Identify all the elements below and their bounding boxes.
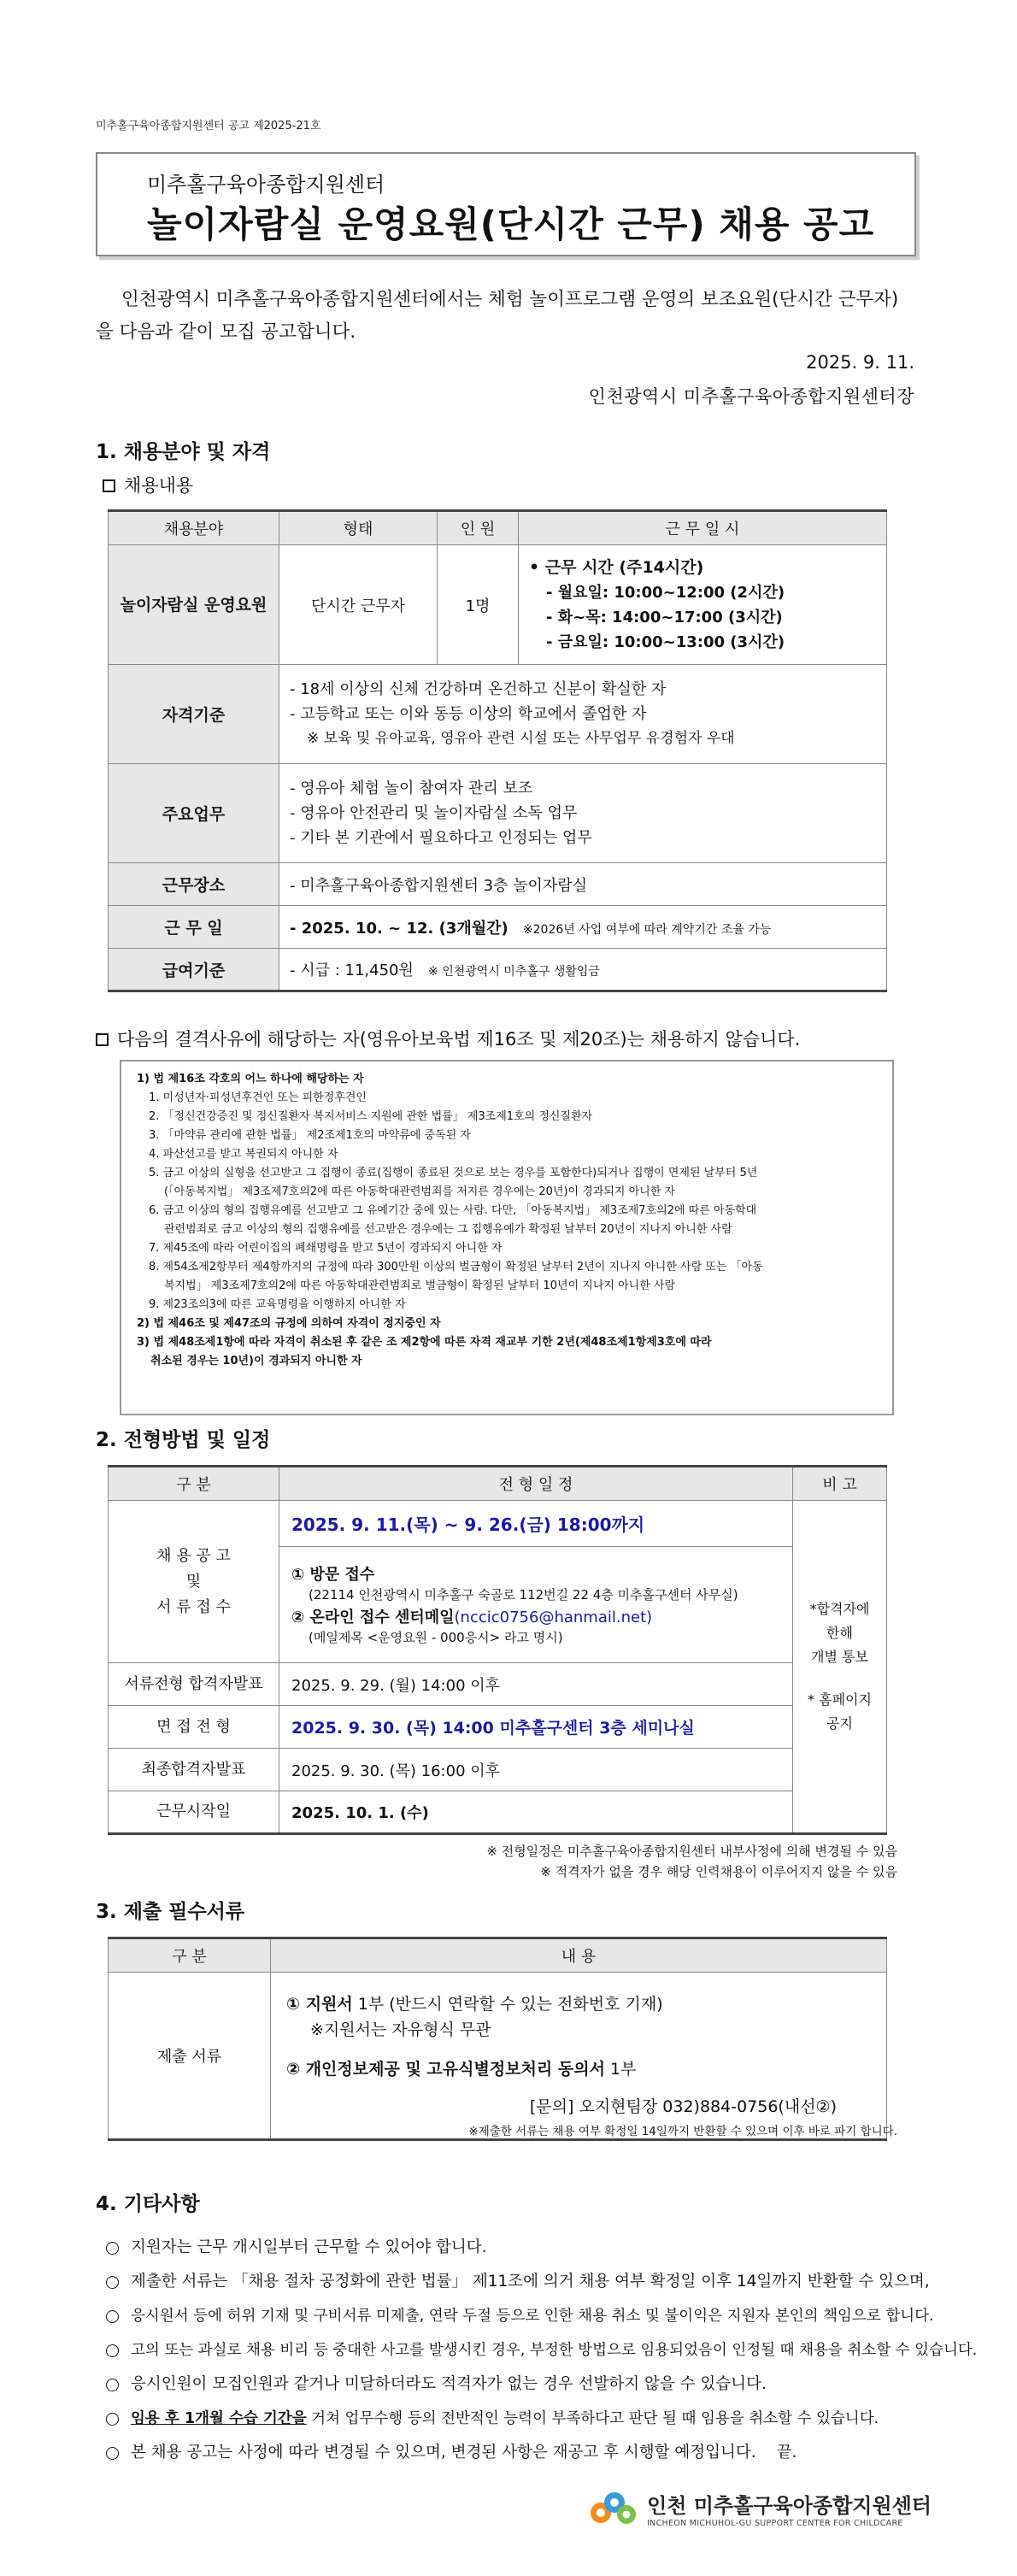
table-header: 전 형 일 정 (279, 1467, 793, 1501)
circle-bullet-icon (106, 2379, 119, 2391)
row-label: 근무시작일 (109, 1791, 279, 1834)
section1-subtitle: 채용내용 (103, 472, 193, 497)
center-logo-icon (589, 2487, 638, 2530)
apply-method-cell: ① 방문 접수 (22114 인천광역시 미추홀구 숙골로 112번길 22 4층 미추홀구센터 사무실) ② 온라인 접수 센터메일(nccic0756@hanmail.net) (메일제목 <운영요원 - 000응시> 라고 명시) (279, 1547, 793, 1663)
period-cell: - 2025. 10. ~ 12. (3개월간) ※2026년 사업 여부에 따라 계약기간 조율 가능 (279, 906, 887, 949)
documents-table (108, 1937, 887, 2141)
list-item: 임용 후 1개월 수습 기간을 거쳐 업무수행 등의 전반적인 능력이 부족하다고 판단 될 때 임용을 취소할 수 있습니다. (103, 2402, 923, 2436)
circle-bullet-icon (106, 2447, 119, 2460)
list-item: 응시인원이 모집인원과 같거나 미달하더라도 적격자가 없는 경우 선발하지 않을 수 있습니다. (103, 2367, 923, 2402)
pay-cell: - 시급 : 11,450원 ※ 인천광역시 미추홀구 생활임금 (279, 949, 887, 991)
schedule-footnote: ※ 전형일정은 미추홀구육아종합지원센터 내부사정에 의해 변경될 수 있음 ※ 적격자가 없을 경우 해당 인력채용이 이루어지지 않을 수 있음 (486, 1844, 897, 1879)
schedule-cell: • 근무 시간 (주14시간) - 월요일: 10:00~12:00 (2시간) - 화~목: 14:00~17:00 (3시간) - 금요일: 10:00~13:00 (3시간) (519, 545, 887, 665)
pay-label: 급여기준 (109, 949, 279, 991)
list-item: 지원자는 근무 개시일부터 근무할 수 있어야 합니다. (103, 2231, 923, 2265)
row-label: 서류전형 합격자발표 (109, 1663, 279, 1706)
disqualify-title: 다음의 결격사유에 해당하는 자(영유아보육법 제16조 및 제20조)는 채용하지 않습니다. (96, 1026, 800, 1051)
qual-cell: - 18세 이상의 신체 건강하며 온건하고 신분이 확실한 자 - 고등학교 또는 이와 동등 이상의 학교에서 졸업한 자 ※ 보육 및 유아교육, 영유아 관련 시설 또는 사무업무 유경험자 우대 (279, 665, 887, 764)
list-item: 응시원서 등에 허위 기재 및 구비서류 미제출, 연락 두절 등으로 인한 채용 취소 및 불이익은 지원자 본인의 책임으로 합니다. (103, 2299, 923, 2333)
period-label: 근 무 일 (109, 906, 279, 949)
table-header: 근 무 일 시 (519, 511, 887, 545)
documents-cell: ① 지원서 1부 (반드시 연락할 수 있는 전화번호 기재) ※지원서는 자유형식 무관 ② 개인정보제공 및 고유식별정보처리 동의서 1부 [문의] 오지현팀장 032)884-0756(내선②) (271, 1973, 887, 2140)
documents-footnote: ※제출한 서류는 채용 여부 확정일 14일까지 반환할 수 있으며 이후 바로 파기 합니다. (468, 2125, 897, 2138)
misc-list (103, 2231, 978, 2470)
center-logo (589, 2485, 932, 2532)
checkbox-square-icon (103, 479, 115, 492)
type-cell: 단시간 근무자 (279, 545, 438, 665)
title-box (96, 152, 916, 256)
circle-bullet-icon (106, 2242, 119, 2255)
row-value: 2025. 10. 1. (수) (279, 1791, 793, 1834)
circle-bullet-icon (106, 2344, 119, 2357)
table-header: 내 용 (271, 1938, 887, 1973)
circle-bullet-icon (106, 2310, 119, 2323)
count-cell: 1명 (438, 545, 519, 665)
list-item: 본 채용 공고는 사정에 따라 변경될 수 있으며, 변경된 사항은 재공고 후 시행할 예정입니다. 끝. (103, 2436, 923, 2470)
apply-period: 2025. 9. 11.(목) ~ 9. 26.(금) 18:00까지 (279, 1501, 793, 1547)
disqualify-box: 1) 법 제16조 각호의 어느 하나에 해당하는 자 1. 미성년자·피성년후견인 또는 피한정후견인 2. 「정신건강증진 및 정신질환자 복지서비스 지원에 관한 법률」 제3조제1호의 정신질환자 3. 「마약류 관리에 관한 법률」 제2조제1호의 마약류에 중독된 자 4. 파산선고를 받고 복권되지 아니한 자 5. 금고 이상의 실형을 선고받고 그 집행이 종료(집행이 종료된 것으로 보는 경우를 포함한다)되거나 집행이 면제된 날부터 5년 (「아동복지법」 제3조제7호의2에 따른 아동학대관련범죄를 저지른 경우에는 20년)이 경과되지 아니한 자 6. 금고 이상의 형의 집행유예를 선고받고 그 유예기간 중에 있는 사람. 다만, 「아동복지법」 제3조제7호의2에 따른 아동학대 관련범죄로 금고 이상의 형의 집행유예를 선고받은 경우에는 그 집행유예가 확정된 날부터 20년이 지나지 아니한 사람 7. 제45조에 따라 어린이집의 폐쇄명령을 받고 5년이 경과되지 아니한 자 8. 제54조제2항부터 제4항까지의 규정에 따라 300만원 이상의 벌금형이 확정된 날부터 2년이 지나지 아니한 사람 또는 「아동 복지법」 제3조제7호의2에 따른 아동학대관련범죄로 벌금형이 확정된 날부터 10년이 지나지 아니한 사람 9. 제23조의3에 따른 교육명령을 이행하지 아니한 자 2) 법 제46조 및 제47조의 규정에 의하여 자격이 정지중인 자 3) 법 제48조제1항에 따라 자격이 취소된 후 같은 조 제2항에 따른 자격 재교부 기한 2년(제48조제1항제3호에 따라 취소된 경우는 10년)이 경과되지 아니한 자 (120, 1060, 894, 1415)
title-org: 미추홀구육아종합지원센터 (147, 173, 385, 197)
page-title: 놀이자람실 운영요원(단시간 근무) 채용 공고 (147, 203, 875, 245)
table-header: 구 분 (109, 1467, 279, 1501)
place-cell: - 미추홀구육아종합지원센터 3층 놀이자람실 (279, 863, 887, 906)
schedule-table (108, 1465, 887, 1835)
contact-info: [문의] 오지현팀장 032)884-0756(내선②) (529, 2097, 837, 2116)
duty-cell: - 영유아 체험 놀이 참여자 관리 보조 - 영유아 안전관리 및 놀이자람실 소독 업무 - 기타 본 기관에서 필요하다고 인정되는 업무 (279, 764, 887, 863)
section3-title: 3. 제출 필수서류 (96, 1901, 245, 1923)
announce-date: 2025. 9. 11. (806, 352, 914, 373)
table-header: 채용분야 (109, 511, 279, 545)
recruitment-table (108, 509, 887, 992)
list-item: 고의 또는 과실로 채용 비리 등 중대한 사고를 발생시킨 경우, 부정한 방법으로 임용되었음이 인정될 때 채용을 취소할 수 있습니다. (103, 2333, 923, 2367)
logo-subtext: INCHEON MICHUHOL-GU SUPPORT CENTER FOR CHILDCARE (647, 2519, 903, 2528)
duty-label: 주요업무 (109, 764, 279, 863)
section1-title: 1. 채용분야 및 자격 (96, 441, 271, 463)
documents-label: 제출 서류 (109, 1973, 271, 2140)
qual-label: 자격기준 (109, 665, 279, 764)
remark-cell: *합격자에 한해 개별 통보 * 홈페이지 공지 (793, 1501, 887, 1834)
issuer: 인천광역시 미추홀구육아종합지원센터장 (588, 386, 914, 407)
circle-bullet-icon (106, 2413, 119, 2426)
section4-title: 4. 기타사항 (96, 2193, 200, 2215)
section2-title: 2. 전형방법 및 일정 (96, 1429, 271, 1451)
intro-text: 인천광역시 미추홀구육아종합지원센터에서는 체험 놀이프로그램 운영의 보조요원(단시간 근무자)을 다음과 같이 모집 공고합니다. (96, 289, 899, 343)
document-number: 미추홀구육아종합지원센터 공고 제2025-21호 (96, 120, 321, 132)
table-header: 형태 (279, 511, 438, 545)
email-link[interactable]: (nccic0756@hanmail.net) (454, 1608, 653, 1626)
place-label: 근무장소 (109, 863, 279, 906)
apply-label: 채 용 공 고 및 서 류 접 수 (109, 1501, 279, 1663)
table-header: 인 원 (438, 511, 519, 545)
row-label: 최종합격자발표 (109, 1749, 279, 1791)
row-label: 면 접 전 형 (109, 1706, 279, 1749)
circle-bullet-icon (106, 2276, 119, 2289)
table-header: 비 고 (793, 1467, 887, 1501)
field-cell: 놀이자람실 운영요원 (109, 545, 279, 665)
row-value: 2025. 9. 29. (월) 14:00 이후 (279, 1663, 793, 1706)
checkbox-square-icon (96, 1033, 109, 1046)
table-header: 구 분 (109, 1938, 271, 1973)
row-value: 2025. 9. 30. (목) 14:00 미추홀구센터 3층 세미나실 (279, 1706, 793, 1749)
list-item: 제출한 서류는 「채용 절차 공정화에 관한 법률」 제11조에 의거 채용 여부 확정일 이후 14일까지 반환할 수 있으며, (103, 2265, 923, 2299)
logo-text: 인천 미추홀구육아종합지원센터 (647, 2494, 932, 2518)
row-value: 2025. 9. 30. (목) 16:00 이후 (279, 1749, 793, 1791)
